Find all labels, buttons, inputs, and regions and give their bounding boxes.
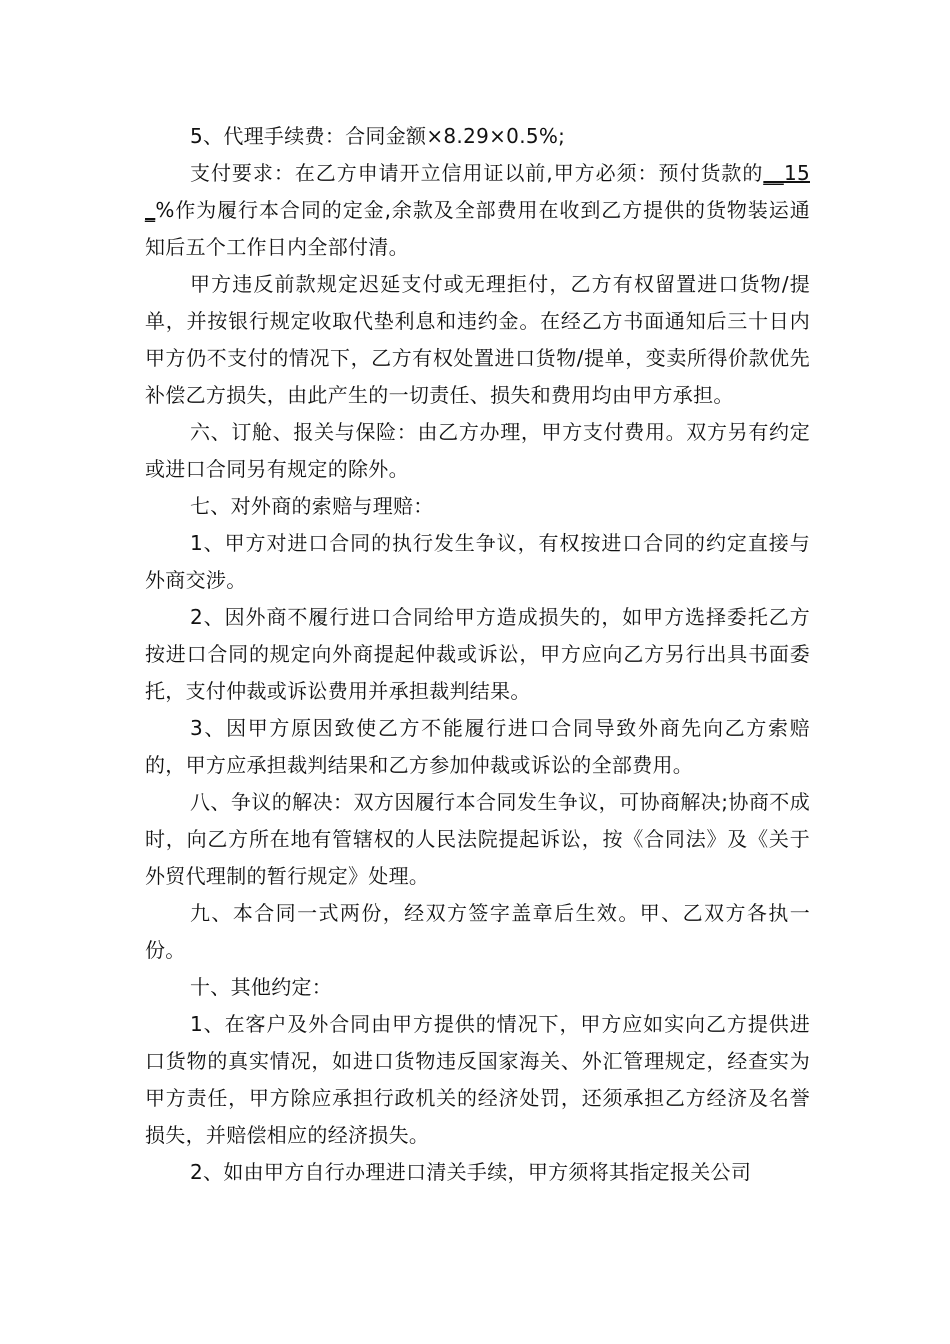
section-10-item-1: 1、在客户及外合同由甲方提供的情况下，甲方应如实向乙方提供进口货物的真实情况，如进口货物违反国家海关、外汇管理规定，经查实为甲方责任，甲方除应承担行政机关的经济处罚，还须承担乙方经济及名誉损失，并赔偿相应的经济损失。 bbox=[145, 1012, 810, 1147]
payment-text-prefix: 支付要求：在乙方申请开立信用证以前,甲方必须：预付货款的 bbox=[190, 161, 764, 185]
paragraph-payment-requirements bbox=[145, 155, 810, 266]
section-7-heading: 七、对外商的索赔与理赔： bbox=[190, 494, 434, 518]
paragraph-payment-breach: 甲方违反前款规定迟延支付或无理拒付，乙方有权留置进口货物/提单，并按银行规定收取代垫利息和违约金。在经乙方书面通知后三十日内甲方仍不支付的情况下，乙方有权处置进口货物/提单，变卖所得价款优先补偿乙方损失，由此产生的一切责任、损失和费用均由甲方承担。 bbox=[145, 272, 810, 407]
section-10-item-2: 2、如由甲方自行办理进口清关手续，甲方须将其指定报关公司 bbox=[190, 1160, 752, 1184]
section-7-item-1: 1、甲方对进口合同的执行发生争议，有权按进口合同的约定直接与外商交涉。 bbox=[145, 531, 810, 592]
section-10-heading: 十、其他约定： bbox=[190, 975, 333, 999]
section-6-booking-customs-insurance: 六、订舱、报关与保险：由乙方办理，甲方支付费用。双方另有约定或进口合同另有规定的除外。 bbox=[145, 420, 810, 481]
paragraph-agency-fee: 5、代理手续费：合同金额×8.29×0.5%; bbox=[190, 124, 566, 148]
section-7-item-3: 3、因甲方原因致使乙方不能履行进口合同导致外商先向乙方索赔的，甲方应承担裁判结果和乙方参加仲裁或诉讼的全部费用。 bbox=[145, 716, 810, 777]
section-7-item-2: 2、因外商不履行进口合同给甲方造成损失的，如甲方选择委托乙方按进口合同的规定向外商提起仲裁或诉讼，甲方应向乙方另行出具书面委托，支付仲裁或诉讼费用并承担裁判结果。 bbox=[145, 605, 810, 703]
document-body bbox=[145, 118, 810, 1191]
deposit-percent-blank: __15_ bbox=[145, 161, 810, 222]
payment-text-suffix: %作为履行本合同的定金,余款及全部费用在收到乙方提供的货物装运通知后五个工作日内全部付清。 bbox=[145, 198, 810, 259]
section-8-dispute-resolution: 八、争议的解决：双方因履行本合同发生争议，可协商解决;协商不成时，向乙方所在地有管辖权的人民法院提起诉讼，按《合同法》及《关于外贸代理制的暂行规定》处理。 bbox=[145, 790, 810, 888]
section-9-copies: 九、本合同一式两份，经双方签字盖章后生效。甲、乙双方各执一份。 bbox=[145, 901, 810, 962]
